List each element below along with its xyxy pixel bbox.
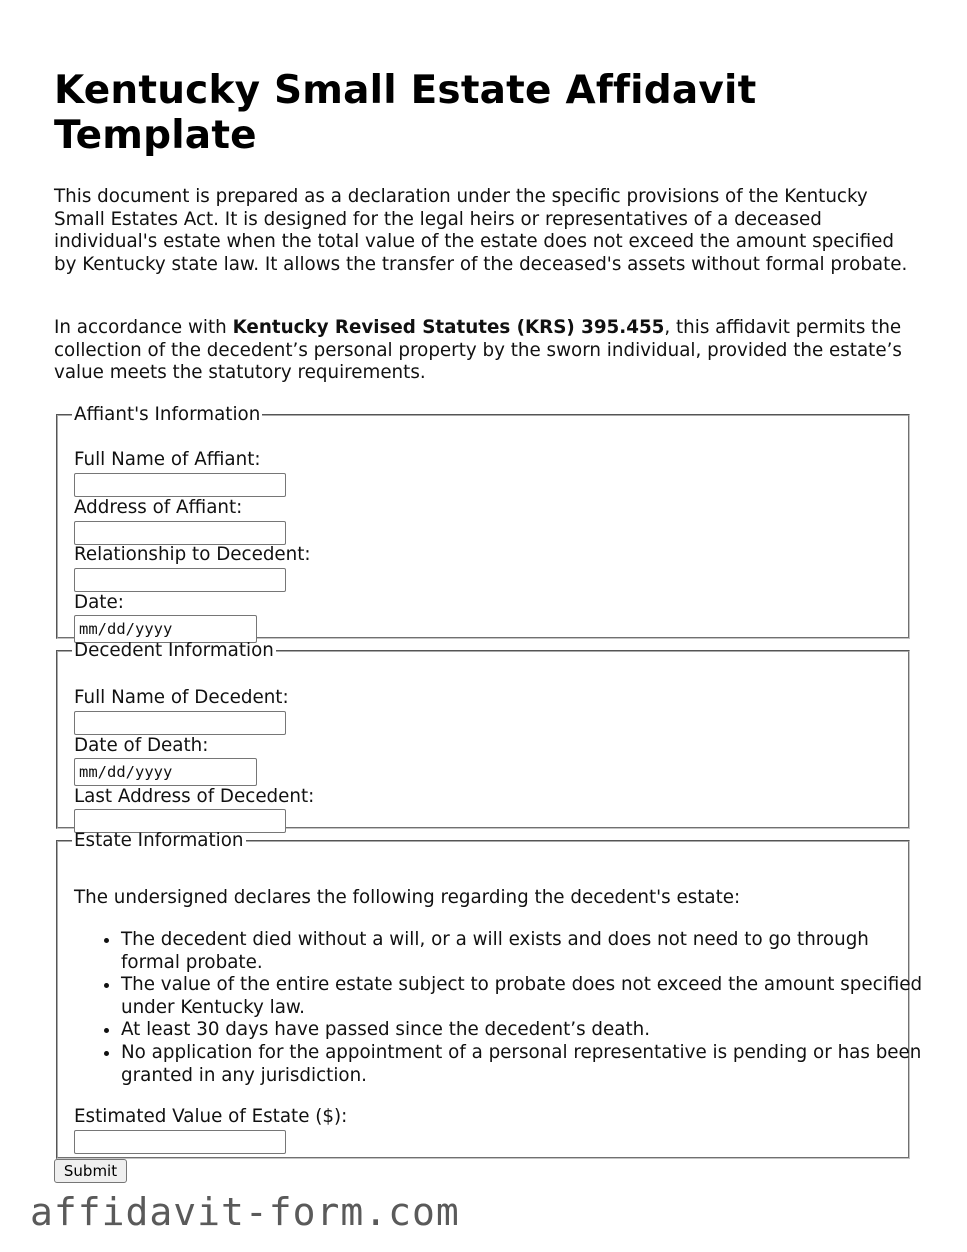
statute-prefix: In accordance with: [54, 317, 233, 338]
list-item: • At least 30 days have passed since the decedent’s death.: [121, 1019, 933, 1042]
date-of-death-label: Date of Death:: [74, 735, 209, 756]
estate-value-label: Estimated Value of Estate ($):: [74, 1106, 348, 1127]
decedent-section-legend: Decedent Information: [74, 640, 274, 661]
affiant-address-input[interactable]: [74, 521, 286, 545]
estate-value-input[interactable]: [74, 1130, 286, 1154]
affiant-date-label: Date:: [74, 592, 124, 613]
statute-paragraph: [54, 317, 912, 385]
decedent-full-name-input[interactable]: [74, 711, 286, 735]
relationship-to-decedent-input[interactable]: [74, 568, 286, 592]
page-title: Kentucky Small Estate Affidavit Template: [54, 68, 757, 158]
statute-reference: Kentucky Revised Statutes (KRS) 395.455: [232, 317, 665, 338]
list-item: • The value of the entire estate subject to probate does not exceed the amount specified under Kentucky law.: [121, 974, 933, 1019]
affiant-address-label: Address of Affiant:: [74, 497, 243, 518]
watermark: affidavit-form.com: [30, 1190, 460, 1234]
decedent-full-name-label: Full Name of Decedent:: [74, 687, 289, 708]
affiant-information-section: [56, 405, 910, 639]
last-address-label: Last Address of Decedent:: [74, 786, 315, 807]
submit-button[interactable]: Submit: [54, 1159, 127, 1183]
statute-suffix: , this affidavit permits the collection of the decedent’s personal property by the sworn individual, provided the estate’s value meets the statutory requirements.: [54, 317, 902, 384]
list-item: • No application for the appointment of a personal representative is pending or has been granted in any jurisdiction.: [121, 1042, 933, 1087]
intro-paragraph: This document is prepared as a declaration under the specific provisions of the Kentucky Small Estates Act. It is designed for the legal heirs or representatives of a deceased individual's estate when the total value of the estate does not exceed the amount specified by Kentucky state law. It allows the transfer of the deceased's assets without formal probate.: [54, 186, 908, 275]
affiant-full-name-input[interactable]: [74, 473, 286, 497]
affiant-full-name-label: Full Name of Affiant:: [74, 449, 261, 470]
estate-information-section: [56, 830, 923, 1159]
estate-conditions-list: [74, 929, 933, 1087]
estate-declaration: The undersigned declares the following regarding the decedent's estate:: [74, 887, 741, 908]
affiant-section-legend: Affiant's Information: [74, 404, 261, 425]
decedent-information-section: [56, 641, 910, 829]
estate-section-legend: Estate Information: [74, 830, 244, 851]
list-item: • The decedent died without a will, or a will exists and does not need to go through formal probate.: [121, 929, 933, 974]
relationship-to-decedent-label: Relationship to Decedent:: [74, 544, 311, 565]
affiant-date-input[interactable]: mm/dd/yyyy: [74, 615, 257, 643]
date-of-death-input[interactable]: mm/dd/yyyy: [74, 758, 257, 786]
